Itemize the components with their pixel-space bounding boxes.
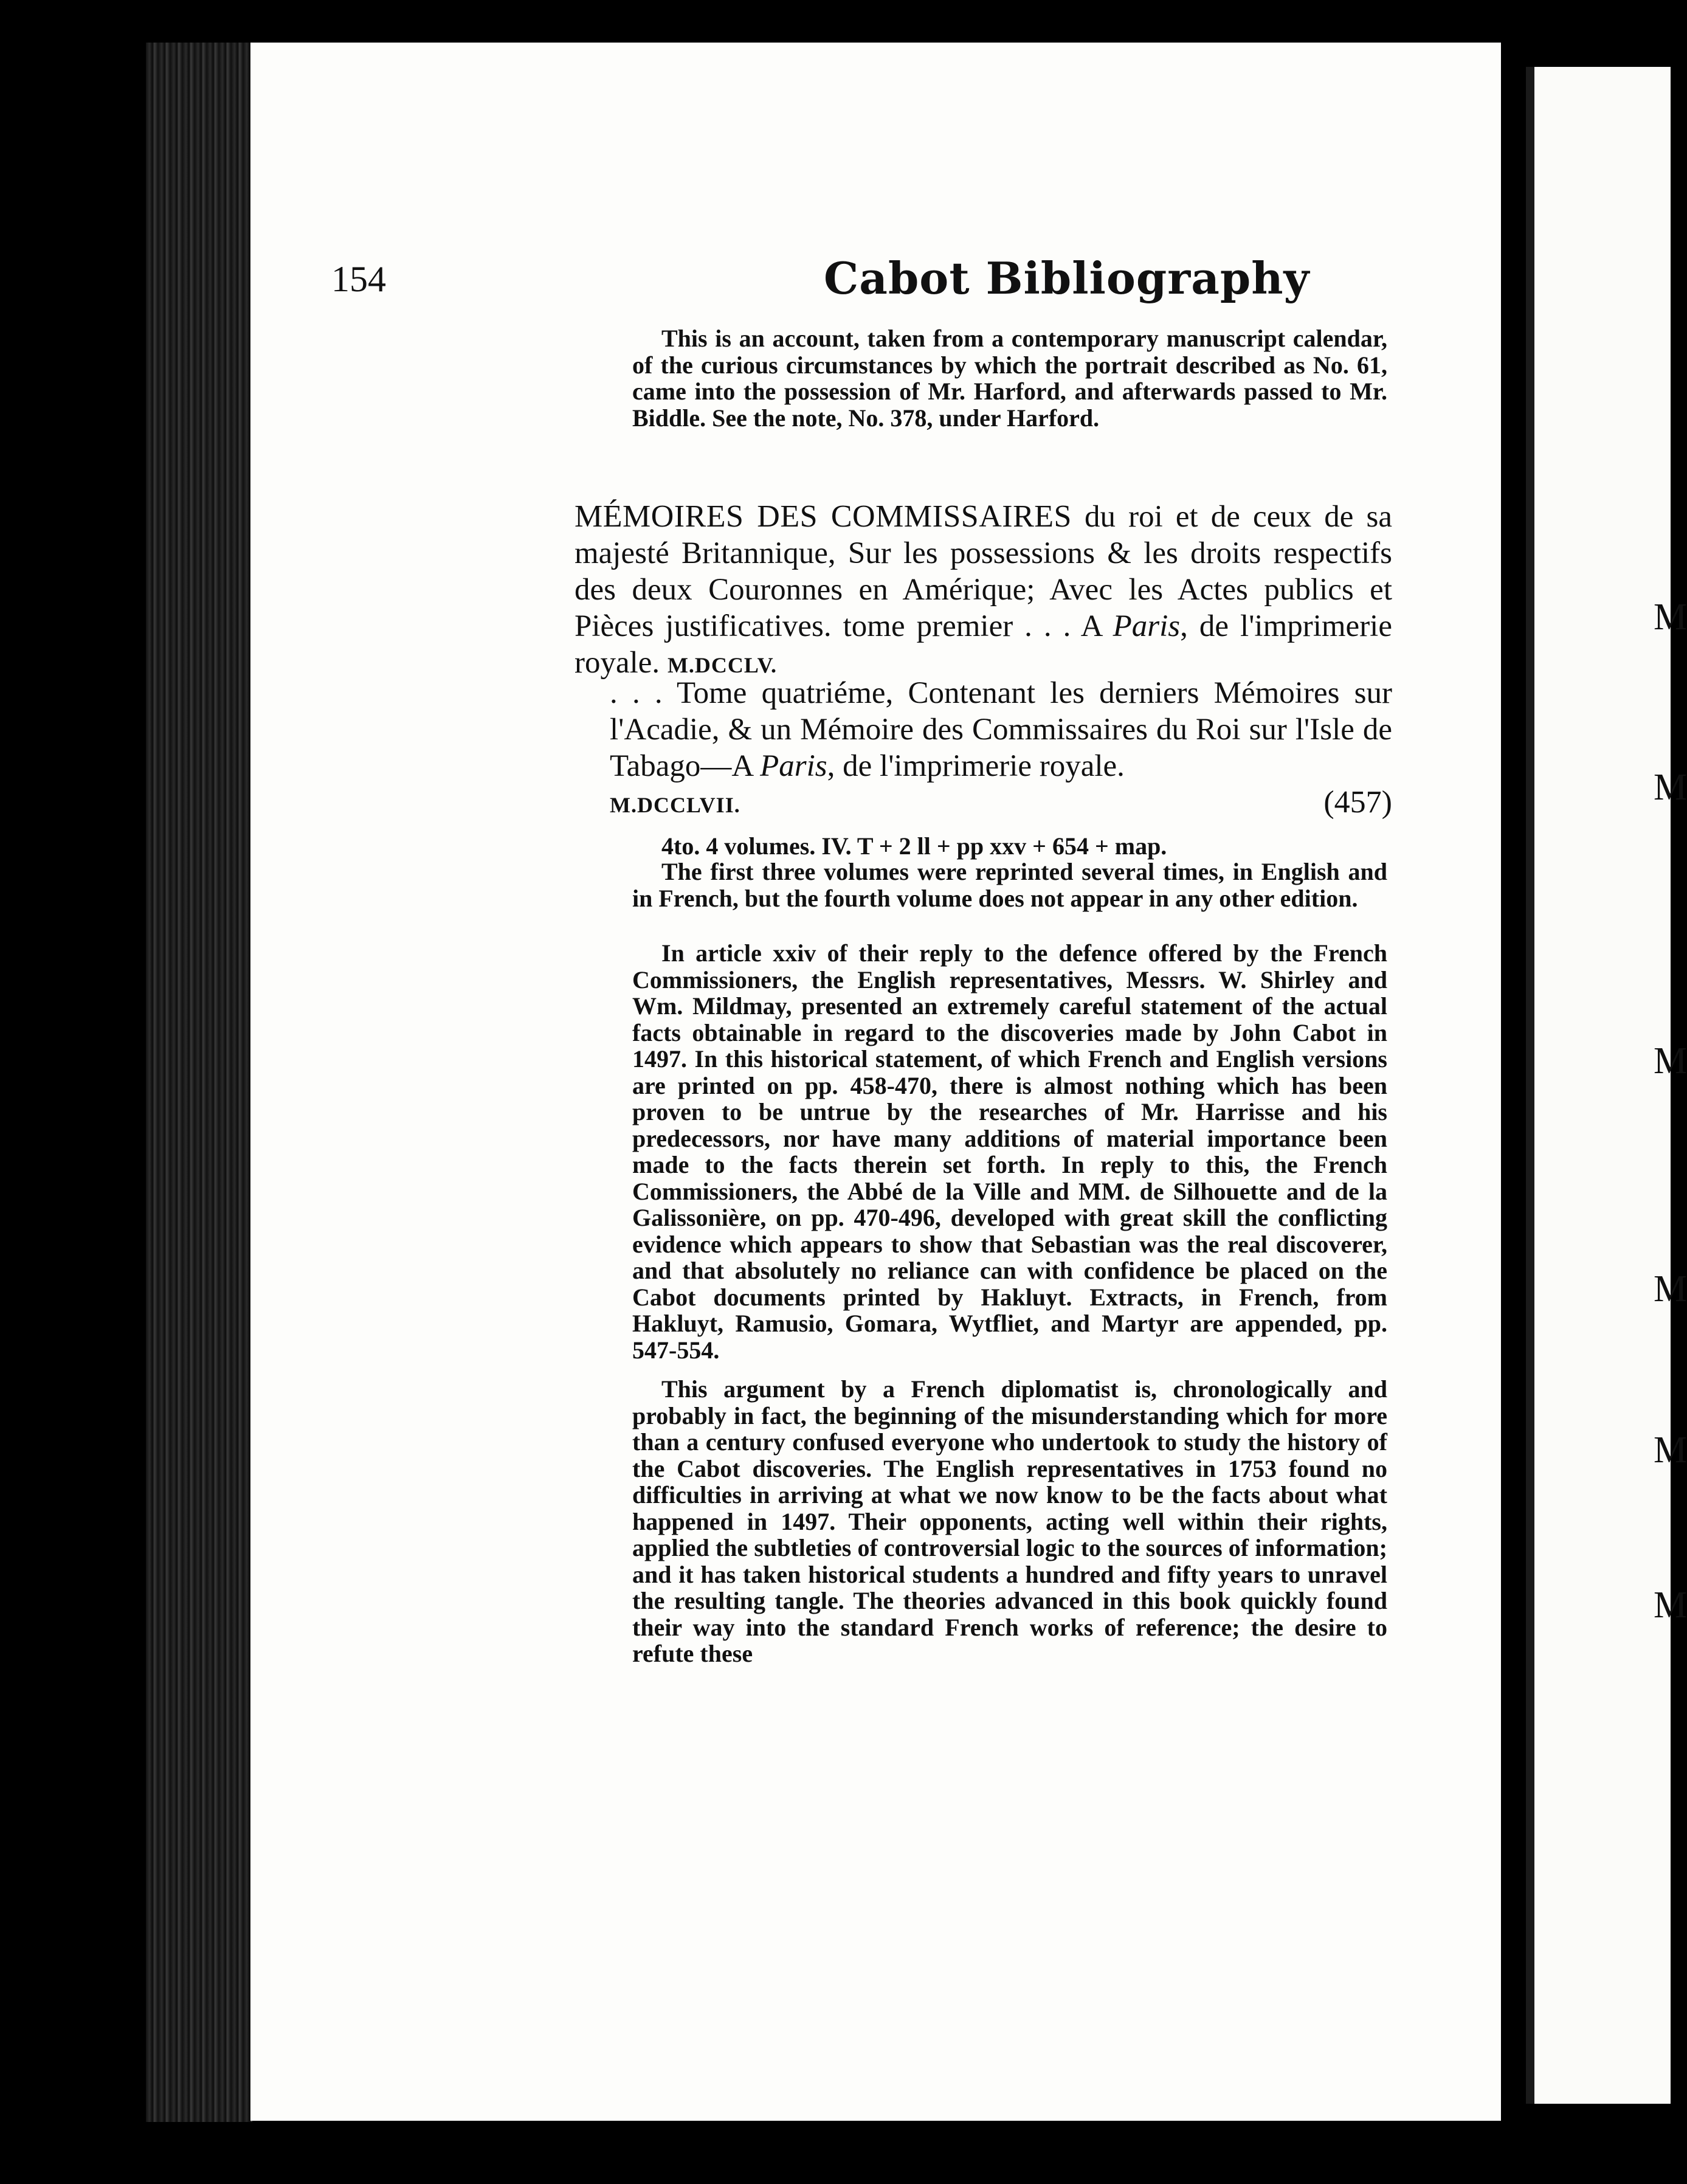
note-paragraph: In article xxiv of their reply to the defence offered by the French Commissioners, the English representatives, Messrs. W. Shirley and Wm. Mildmay, presented an extremely careful statement of the actual facts obtainable in regard to the discoveries made by John Cabot in 1497. In this historical statement, of which French and English versions are printed on pp. 458-470, there is almost nothing which has been proven to be untrue by the researches of Mr. Harrisse and his predecessors, nor have many additions of material importance been made to the facts therein set forth. In reply to this, the French Commissioners, the Abbé de la Ville and MM. de Silhouette and de la Galissonière, on pp. 470-496, developed with great skill the conflicting evidence which appears to show that Sebastian was the real discoverer, and that absolutely no reliance can with confidence be placed on the Cabot documents printed by Hakluyt. Extracts, in French, from Hakluyt, Ramusio, Gomara, Wytfliet, and Martyr are appended, pp. 547-554. [632, 939, 1387, 1364]
imprint-place: Paris [760, 749, 827, 783]
imprint-publisher: , de l'imprimerie royale. [827, 749, 1125, 783]
book-binding-edge [146, 43, 252, 2122]
facing-page-letter: M [1654, 596, 1687, 638]
collation: 4to. 4 volumes. IV. T + 2 ll + pp xxv + 654 + map. [661, 832, 1167, 860]
entry-title-text: du roi et de ceux de sa majesté Britannique, Sur les possessions & les droits respectifs des deux Couronnes en Amérique; Avec les Actes publics et Pièces justificatives. tome premier . . . A [574, 500, 1392, 643]
facing-page-letter: M [1654, 767, 1687, 808]
intro-note: This is an account, taken from a contemporary manuscript calendar, of the curious circumstances by which the portrait described as No. 61, came into the possession of Mr. Harford, and afterwards passed to Mr. Biddle. See the note, No. 378, under Harford. [632, 325, 1387, 432]
bibliography-entry [574, 499, 1392, 683]
imprint-publisher: , de l'imprimerie royale. [574, 609, 1392, 680]
page-gutter-shadow [1526, 67, 1534, 2104]
entry-title [574, 499, 1392, 683]
entry-continuation [610, 675, 1392, 784]
continuation-date-line [610, 784, 1392, 823]
facing-page-edge [1526, 67, 1687, 2104]
entry-number: (457) [1323, 785, 1392, 820]
facing-page-letter: M [1654, 1429, 1687, 1471]
facing-page-letter: M [1654, 1584, 1687, 1626]
imprint-place: Paris [1113, 609, 1181, 643]
note-paragraph: The first three volumes were reprinted several times, in English and in French, but the fourth volume does not appear in any other edition. [632, 858, 1387, 912]
facing-page-letter: M [1654, 1268, 1687, 1310]
page-number: 154 [331, 259, 386, 299]
facing-page-letter: M [1654, 1040, 1687, 1082]
note-paragraph: This argument by a French diplomatist is, chronologically and probably in fact, the beginning of the misunderstanding which for more than a century confused everyone who undertook to study the history of the Cabot discoveries. The English representatives in 1753 found no difficulties in arriving at what we now know to be the facts about what happened in 1497. Their opponents, acting well within their rights, applied the subtleties of controversial logic to the sources of information; and it has taken historical students a hundred and fifty years to unravel the resulting tangle. The theories advanced in this book quickly found their way into the standard French works of reference; the desire to refute these [632, 1375, 1387, 1667]
imprint-date: M.DCCLV. [667, 653, 777, 677]
entry-heading: MÉMOIRES DES COMMISSAIRES [574, 499, 1072, 534]
imprint-date: M.DCCLVII. [610, 793, 740, 817]
running-head: Cabot Bibliography [824, 252, 1310, 304]
continuation-text: . . . Tome quatriéme, Contenant les derniers Mémoires sur l'Acadie, & un Mémoire des Commissaires du Roi sur l'Isle de Tabago—A [610, 676, 1392, 783]
